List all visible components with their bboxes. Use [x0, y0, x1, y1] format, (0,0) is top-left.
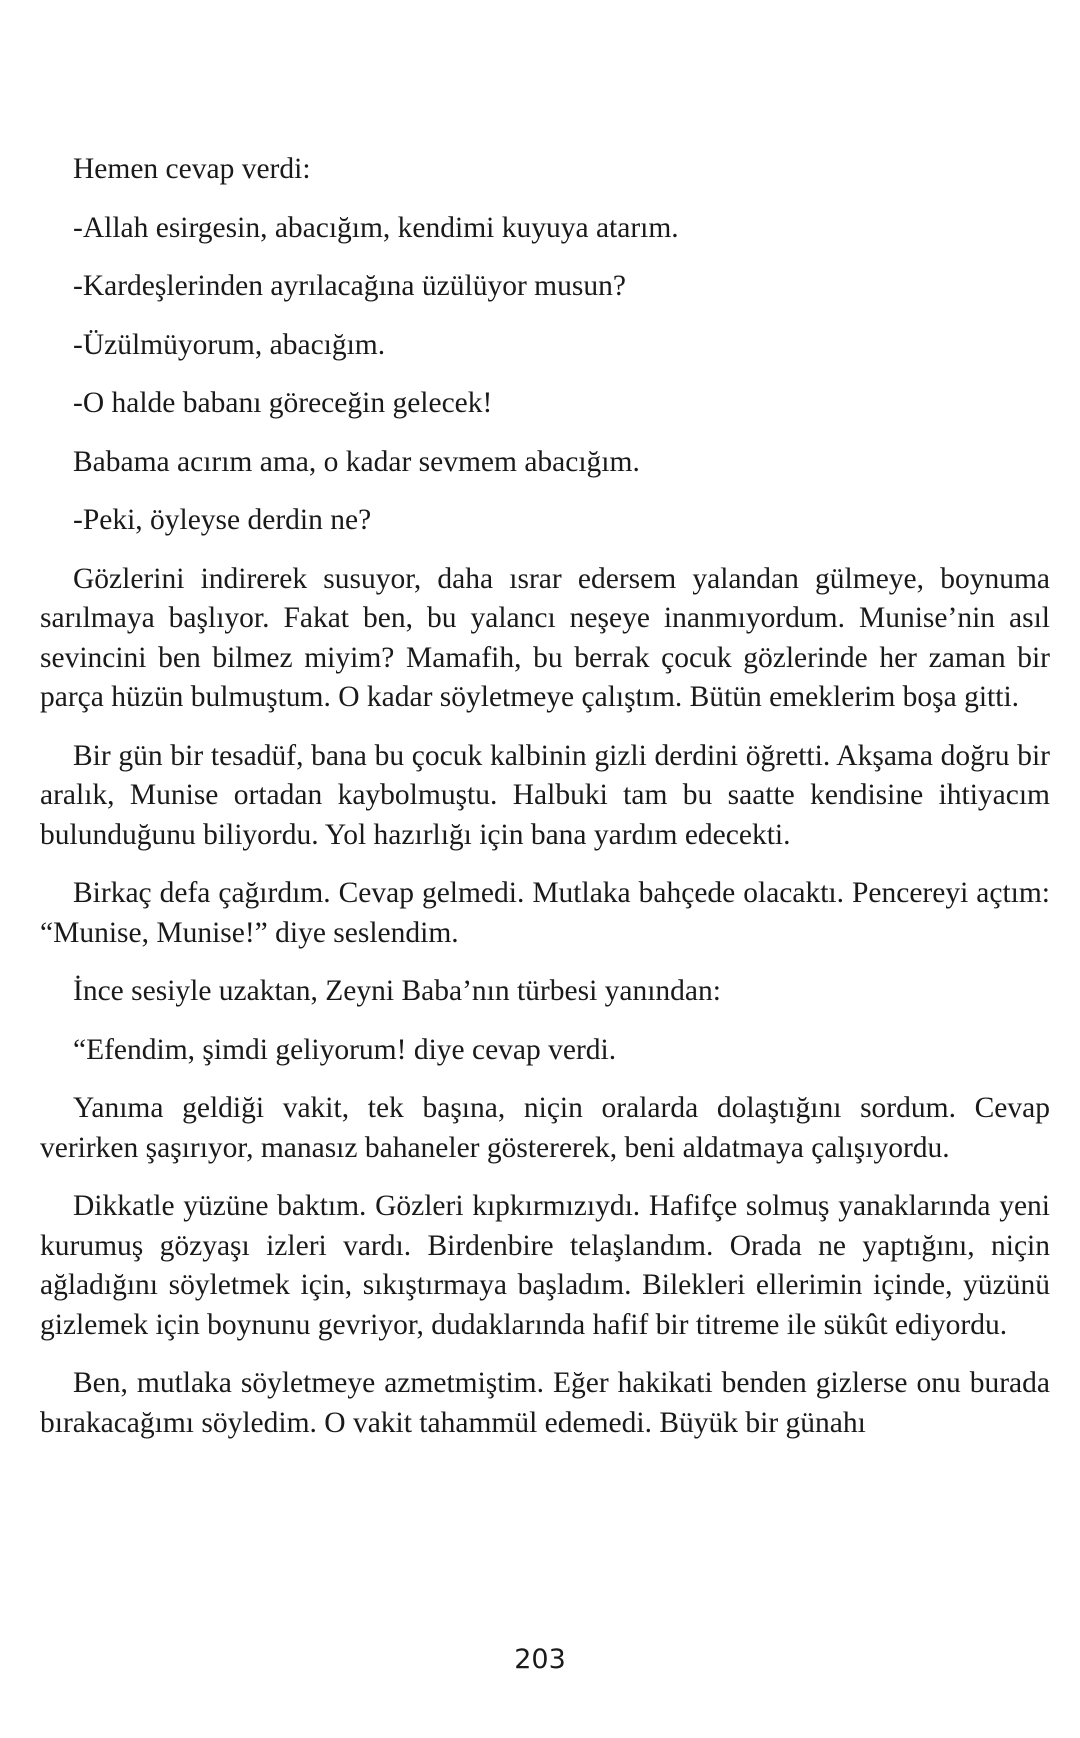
paragraph-4: -Üzülmüyorum, abacığım.: [73, 328, 386, 361]
paragraph-1: Hemen cevap verdi:: [73, 153, 311, 185]
paragraph-15: Ben, mutlaka söyletmeye azmetmiştim. Eğer hakikati benden gizlerse onu burada bırakacağımı söyledim. O vakit tahammül edemedi. Büyük bir günahı: [40, 1367, 1050, 1439]
paragraph-12: “Efendim, şimdi geliyorum! diye cevap verdi.: [73, 1033, 617, 1066]
paragraph-13: Yanıma geldiği vakit, tek başına, niçin oralarda dolaştığını sordum. Cevap verirken şaşırıyor, manasız bahaneler göstererek, beni aldatmaya çalışıyordu.: [40, 1092, 1050, 1164]
paragraph-6: Babama acırım ama, o kadar sevmem abacığım.: [73, 445, 640, 478]
paragraph-9: Bir gün bir tesadüf, bana bu çocuk kalbinin gizli derdini öğretti. Akşama doğru bir aralık, Munise ortadan kaybolmuştu. Halbuki tam bu saatte kendisine ihtiyacım bulunduğunu biliyordu. Yol hazırlığı için bana yardım edecekti.: [40, 739, 1050, 851]
page-number: 203: [514, 1644, 566, 1675]
paragraph-5: -O halde babanı göreceğin gelecek!: [73, 387, 493, 419]
paragraph-8: Gözlerini indirerek susuyor, daha ısrar edersem yalandan gülmeye, boynuma sarılmaya başlıyor. Fakat ben, bu yalancı neşeye inanmıyordum. Munise’nin asıl sevincini ben bilmez miyim? Mamafih, bu berrak çocuk gözlerinde her zaman bir parça hüzün bulmuştum. O kadar söyletmeye çalıştım. Bütün emeklerim boşa gitti.: [40, 562, 1050, 713]
paragraph-2: -Allah esirgesin, abacığım, kendimi kuyuya atarım.: [73, 211, 679, 244]
page-body: [40, 150, 1050, 1462]
paragraph-7: -Peki, öyleyse derdin ne?: [73, 504, 372, 536]
paragraph-14: Dikkatle yüzüne baktım. Gözleri kıpkırmızıydı. Hafifçe solmuş yanaklarında yeni kurumuş gözyaşı izleri vardı. Birdenbire telaşlandım. Orada ne yaptığını, niçin ağladığını söyletmek için, sıkıştırmaya başladım. Bilekleri ellerimin içinde, yüzünü gizlemek için boynunu gevriyor, dudaklarında hafif bir titreme ile sükût ediyordu.: [40, 1190, 1050, 1341]
paragraph-3: -Kardeşlerinden ayrılacağına üzülüyor musun?: [73, 270, 626, 302]
paragraph-10: Birkaç defa çağırdım. Cevap gelmedi. Mutlaka bahçede olacaktı. Pencereyi açtım: “Munise, Munise!” diye seslendim.: [40, 877, 1050, 949]
paragraph-11: İnce sesiyle uzaktan, Zeyni Baba’nın türbesi yanından:: [73, 975, 721, 1007]
